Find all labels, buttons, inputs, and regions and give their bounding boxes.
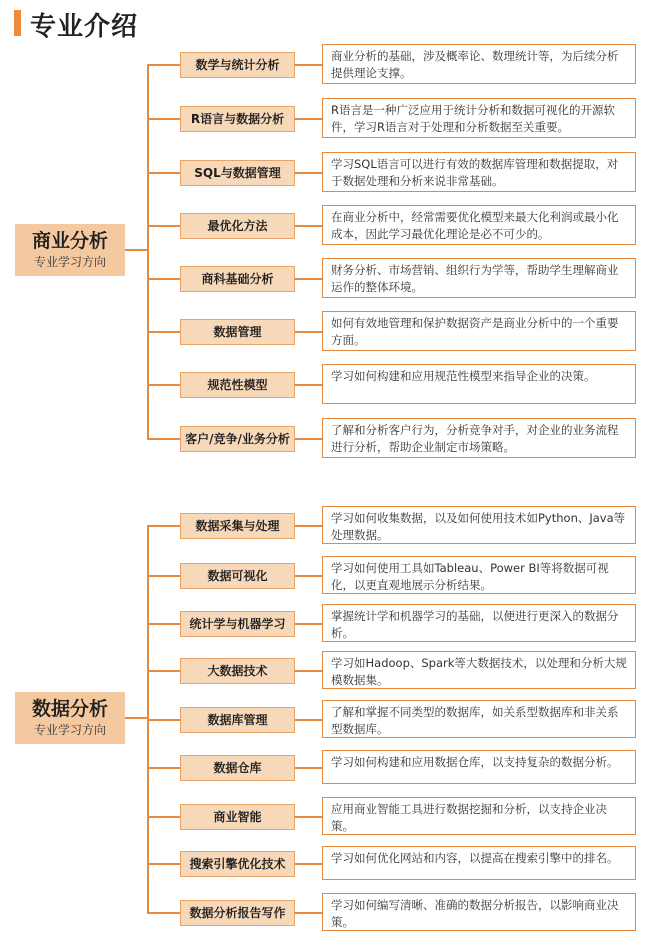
connector-branch [147,525,180,527]
topic-description: 掌握统计学和机器学习的基础，以便进行更深入的数据分析。 [322,604,636,642]
connector-line [295,816,322,818]
topic-label: 数学与统计分析 [180,52,295,78]
section-title: 数据分析 [31,698,108,720]
topic-label: 最优化方法 [180,213,295,239]
connector-line [295,438,322,440]
connector-branch [147,912,180,914]
connector-branch [147,816,180,818]
connector-line [295,863,322,865]
connector-line [295,525,322,527]
connector-line [295,278,322,280]
connector-line [295,384,322,386]
topic-label: 商业智能 [180,804,295,830]
topic-description: 学习如何使用工具如Tableau、Power BI等将数据可视化，以更直观地展示分析结果。 [322,556,636,594]
connector-branch [147,575,180,577]
connector-line [295,623,322,625]
connector-branch [147,863,180,865]
connector-line [295,719,322,721]
connector-branch [147,118,180,120]
topic-label: SQL与数据管理 [180,160,295,186]
connector-branch [147,623,180,625]
topic-description: 学习如何收集数据，以及如何使用技术如Python、Java等处理数据。 [322,506,636,544]
topic-label: R语言与数据分析 [180,106,295,132]
connector-branch [147,278,180,280]
connector-line [295,575,322,577]
topic-description: 学习如何编写清晰、准确的数据分析报告，以影响商业决策。 [322,893,636,931]
connector-branch [147,384,180,386]
connector-branch [147,331,180,333]
section-subtitle: 专业学习方向 [33,723,106,737]
topic-label: 大数据技术 [180,658,295,684]
topic-label: 数据采集与处理 [180,513,295,539]
topic-label: 商科基础分析 [180,266,295,292]
topic-description: 学习如何优化网站和内容，以提高在搜索引擎中的排名。 [322,846,636,880]
connector-line [295,767,322,769]
connector-branch [147,64,180,66]
connector-line [295,912,322,914]
topic-label: 数据分析报告写作 [180,900,295,926]
topic-description: 学习如何构建和应用数据仓库，以支持复杂的数据分析。 [322,750,636,784]
connector-branch [147,438,180,440]
topic-description: 学习如何构建和应用规范性模型来指导企业的决策。 [322,364,636,404]
connector-branch [147,225,180,227]
topic-label: 数据管理 [180,319,295,345]
header-accent-bar [14,10,21,36]
connector-line [295,118,322,120]
topic-description: 如何有效地管理和保护数据资产是商业分析中的一个重要方面。 [322,311,636,351]
topic-label: 客户/竞争/业务分析 [180,426,295,452]
connector-branch [147,767,180,769]
topic-label: 规范性模型 [180,372,295,398]
connector-branch [147,719,180,721]
topic-description: 了解和分析客户行为，分析竞争对手，对企业的业务流程进行分析，帮助企业制定市场策略。 [322,418,636,458]
connector-line [295,670,322,672]
topic-label: 统计学与机器学习 [180,611,295,637]
topic-label: 数据可视化 [180,563,295,589]
topic-description: 应用商业智能工具进行数据挖掘和分析，以支持企业决策。 [322,797,636,835]
topic-description: 学习如Hadoop、Spark等大数据技术，以处理和分析大规模数据集。 [322,651,636,689]
topic-description: 在商业分析中，经常需要优化模型来最大化利润或最小化成本，因此学习最优化理论是必不可少的。 [322,205,636,245]
connector-line [125,717,147,719]
topic-description: 商业分析的基础，涉及概率论、数理统计等，为后续分析提供理论支撑。 [322,44,636,84]
connector-line [295,225,322,227]
topic-description: 财务分析、市场营销、组织行为学等，帮助学生理解商业运作的整体环境。 [322,258,636,298]
connector-line [295,64,322,66]
connector-branch [147,172,180,174]
connector-line [125,249,147,251]
topic-description: 了解和掌握不同类型的数据库，如关系型数据库和非关系型数据库。 [322,700,636,738]
topic-description: R语言是一种广泛应用于统计分析和数据可视化的开源软件，学习R语言对于处理和分析数据至关重要。 [322,98,636,138]
section-subtitle: 专业学习方向 [33,255,106,269]
topic-label: 数据仓库 [180,755,295,781]
connector-line [295,331,322,333]
section-title: 商业分析 [31,230,108,252]
section-root-box [15,692,125,744]
topic-label: 搜索引擎优化技术 [180,851,295,877]
connector-branch [147,670,180,672]
connector-line [295,172,322,174]
section-root-box [15,224,125,276]
topic-description: 学习SQL语言可以进行有效的数据库管理和数据提取，对于数据处理和分析来说非常基础。 [322,152,636,192]
page-title: 专业介绍 [30,12,139,42]
topic-label: 数据库管理 [180,707,295,733]
